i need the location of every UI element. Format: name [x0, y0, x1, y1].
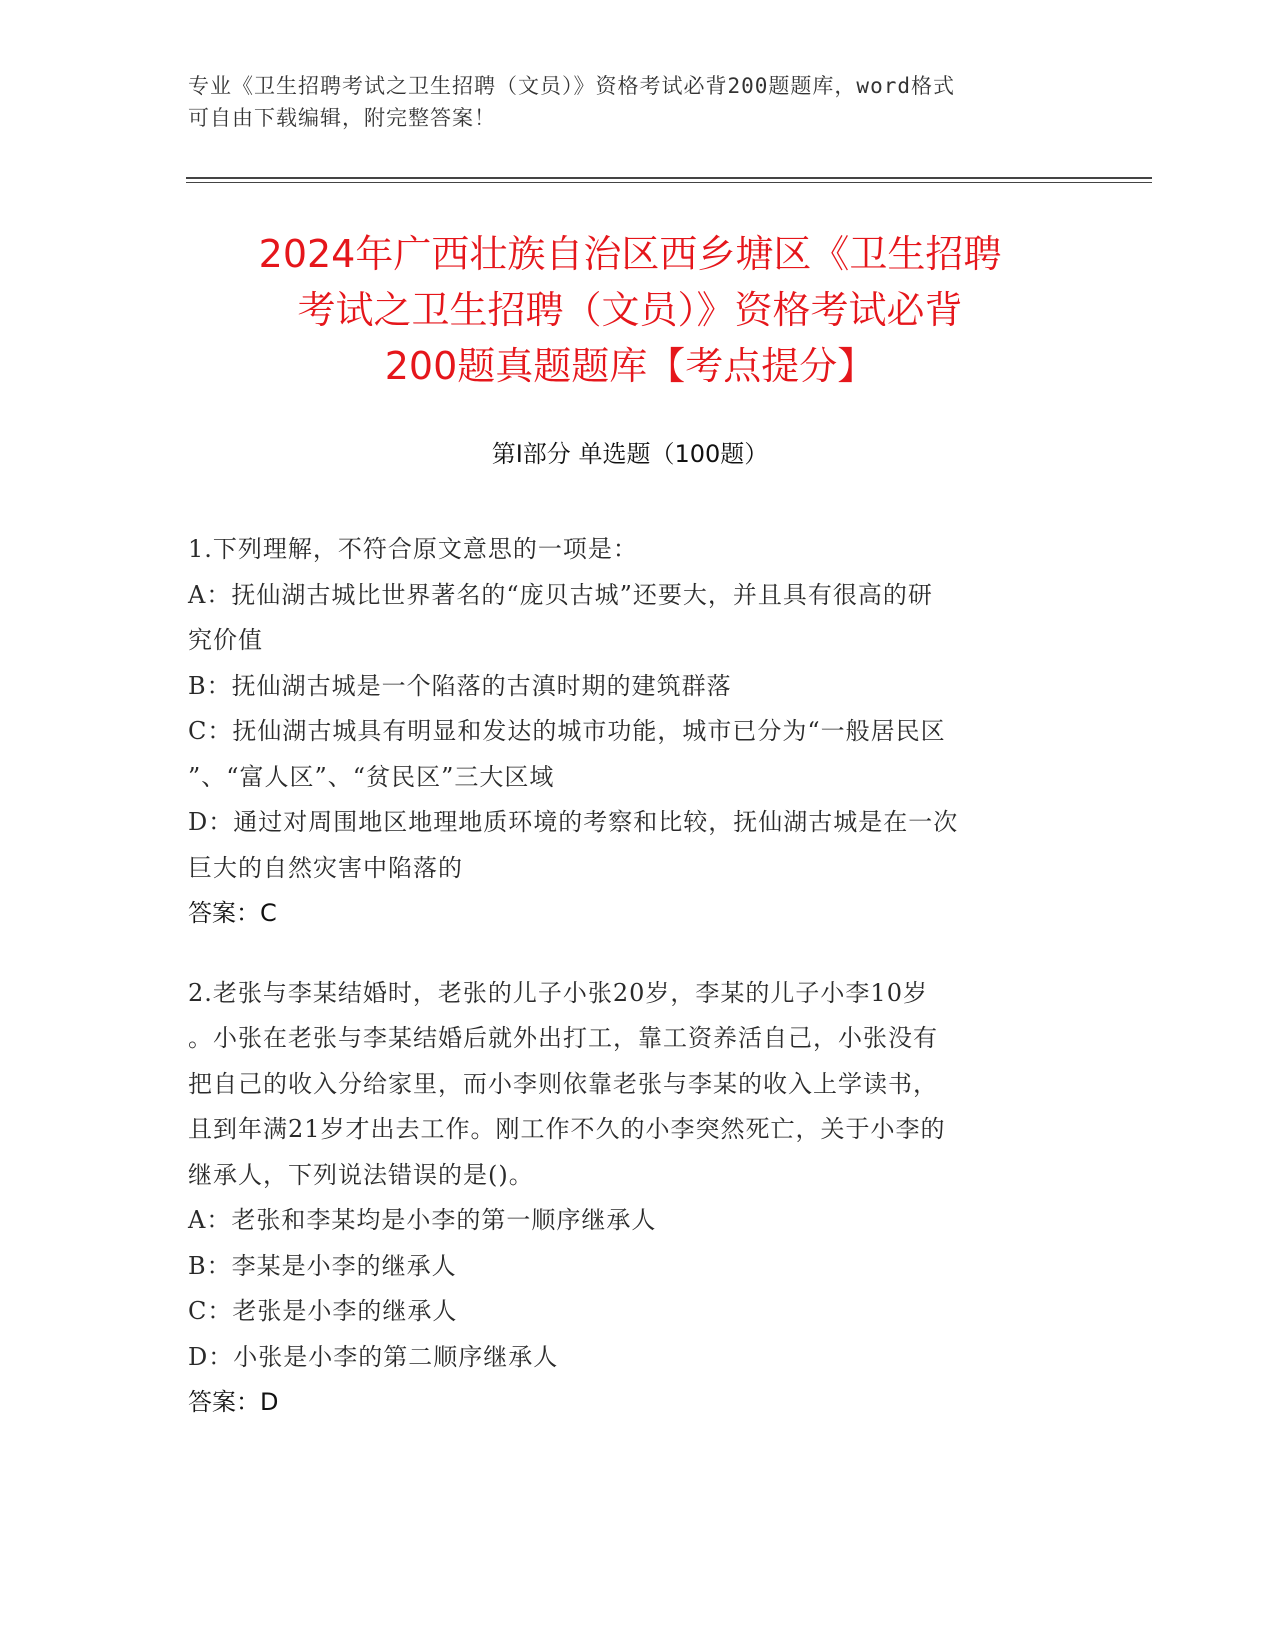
document-title [180, 226, 1080, 394]
question-stem-line-1: 2.老张与李某结婚时，老张的儿子小张20岁，李某的儿子小李10岁 [188, 978, 928, 1007]
question-stem-line-3: 把自己的收入分给家里，而小李则依靠老张与李某的收入上学读书， [188, 1069, 938, 1098]
question-2 [188, 971, 1088, 1426]
question-stem-line-4: 且到年满21岁才出去工作。刚工作不久的小李突然死亡，关于小李的 [188, 1115, 946, 1143]
document-title-line-2: 考试之卫生招聘（文员）》资格考试必背 [297, 288, 963, 332]
document-title-line-1: 2024年广西壮族自治区西乡塘区《卫生招聘 [258, 232, 1002, 276]
header-note [188, 70, 1088, 134]
header-divider-thick [186, 177, 1152, 179]
header-note-line-2: 可自由下载编辑，附完整答案！ [188, 106, 496, 130]
option-d-line-1: D：通过对周围地区地理地质环境的考察和比较，抚仙湖古城是在一次 [188, 808, 959, 836]
option-c: C：老张是小李的继承人 [188, 1297, 458, 1325]
question-1 [188, 527, 1088, 937]
option-c-line-2: ”、“富人区”、“贫民区”三大区域 [188, 762, 555, 791]
option-d-line-2: 巨大的自然灾害中陷落的 [188, 853, 463, 882]
option-a-line-2: 究价值 [188, 626, 263, 654]
header-divider-thin [186, 182, 1152, 183]
question-stem-line-5: 继承人，下列说法错误的是()。 [188, 1160, 534, 1189]
option-c-line-1: C：抚仙湖古城具有明显和发达的城市功能，城市已分为“一般居民区 [188, 717, 946, 745]
document-title-line-3: 200题真题题库【考点提分】 [384, 344, 876, 388]
option-a: A：老张和李某均是小李的第一顺序继承人 [188, 1206, 657, 1234]
option-a-line-1: A：抚仙湖古城比世界著名的“庞贝古城”还要大，并且具有很高的研 [188, 580, 933, 609]
header-note-line-1: 专业《卫生招聘考试之卫生招聘（文员）》资格考试必背200题题库，word格式 [188, 74, 955, 98]
option-b: B：抚仙湖古城是一个陷落的古滇时期的建筑群落 [188, 671, 732, 700]
option-b: B：李某是小李的继承人 [188, 1251, 457, 1280]
question-stem-line: 1.下列理解，不符合原文意思的一项是： [188, 535, 638, 563]
answer: 答案：C [188, 899, 277, 927]
section-title: 第Ⅰ部分 单选题（100题） [491, 440, 769, 468]
question-list [188, 527, 1088, 1460]
answer: 答案：D [188, 1388, 279, 1416]
question-stem-line-2: 。小张在老张与李某结婚后就外出打工，靠工资养活自己，小张没有 [188, 1024, 938, 1052]
option-d: D：小张是小李的第二顺序继承人 [188, 1342, 559, 1371]
